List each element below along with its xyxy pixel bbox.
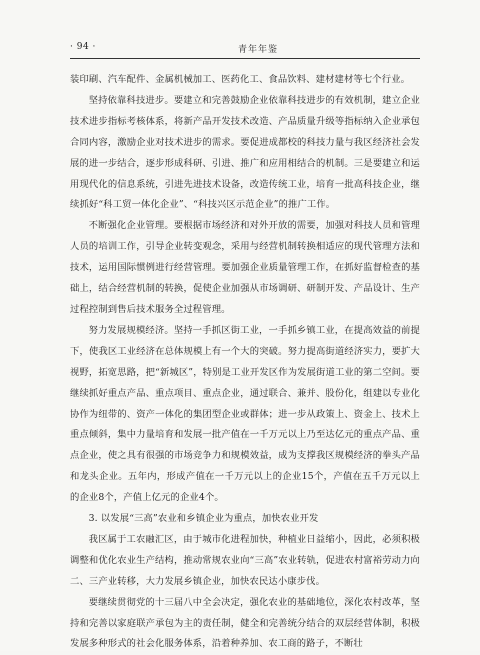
- paragraph-agriculture: 我区属于工农融汇区，由于城市化进程加快，种植业日益缩小，因此，必须积极调整和优化农业生产结构，推动常规农业向“三高”农业转轨，促进农村富裕劳动力向二、三产业转移，大力发展乡镇企业，加快农民达小康步伐。: [70, 533, 420, 587]
- section-heading: 3. 以发展“三高”农业和乡镇企业为重点，加快农业开发: [88, 513, 319, 525]
- page-header: [70, 42, 420, 59]
- paragraph-rural-reform: 要继续贯彻党的十三届八中全会决定，强化农业的基础地位，深化农村改革，坚持和完善以家庭联产承包为主的责任制，健全和完善统分结合的双层经营体制，积极发展多种形式的社会化服务体系，沿着种养加、农工商的路子，不断壮: [70, 596, 420, 650]
- page-number: · 94 ·: [70, 42, 96, 52]
- running-title: 青年年鉴: [238, 45, 279, 55]
- body-text: [70, 70, 420, 655]
- paragraph-continuation: 装印刷、汽车配件、金属机械加工、医药化工、食品饮料、建材建材等七个行业。: [70, 74, 411, 85]
- paragraph-scale-economy: 努力发展规模经济。坚持一手抓区街工业，一手抓乡镇工业，在提高效益的前提下，使我区工业经济在总体规模上有一个大的突破。努力提高街道经济实力，要扩大视野，拓宽思路，把“新城区”，特别是工业开发区作为发展街道工业的第二空间。要继续抓好重点产品、重点项目、重点企业，通过联合、兼并、股份化，组建以专业化协作为纽带的、资产一体化的集团型企业或群体；进一步从政策上、资金上、技术上重点倾斜，集中力量培育和发展一批产值在一千万元以上乃至达亿元的重点产品、重点企业，使之具有很强的市场竞争力和规模效益，成为支撑我区规模经济的拳头产品和龙头企业。五年内，形成产值在一千万元以上的企业15个，产值在五千万元以上的企业8个，产值上亿元的企业4个。: [70, 324, 420, 504]
- paragraph-tech-progress: 坚持依靠科技进步。要建立和完善鼓励企业依靠科技进步的有效机制，建立企业技术进步指标考核体系，将新产品开发技术改造、产品质量升级等指标纳入企业承包合同内容，激励企业对技术进步的需求。要促进成都校的科技力量与我区经济社会发展的进一步结合，逐步形成科研、引进、推广和应用相结合的机制。三是要建立和运用现代化的信息系统，引进先进技术设备，改造传统工业，培育一批高科技企业，继续抓好“科工贸一体化企业”、“科技兴区示范企业”的推广工作。: [70, 94, 420, 211]
- paragraph-management: 不断强化企业管理。要根据市场经济和对外开放的需要，加强对科技人员和管理人员的培训工作，引导企业转变观念，采用与经营机制转换相适应的现代管理方法和技术，运用国际惯例进行经营管理。要加强企业质量管理工作，在抓好监督检查的基础上，结合经营机制的转换，促使企业加强从市场调研、研制开发、产品设计、生产过程控制到售后技术服务全过程管理。: [70, 220, 420, 315]
